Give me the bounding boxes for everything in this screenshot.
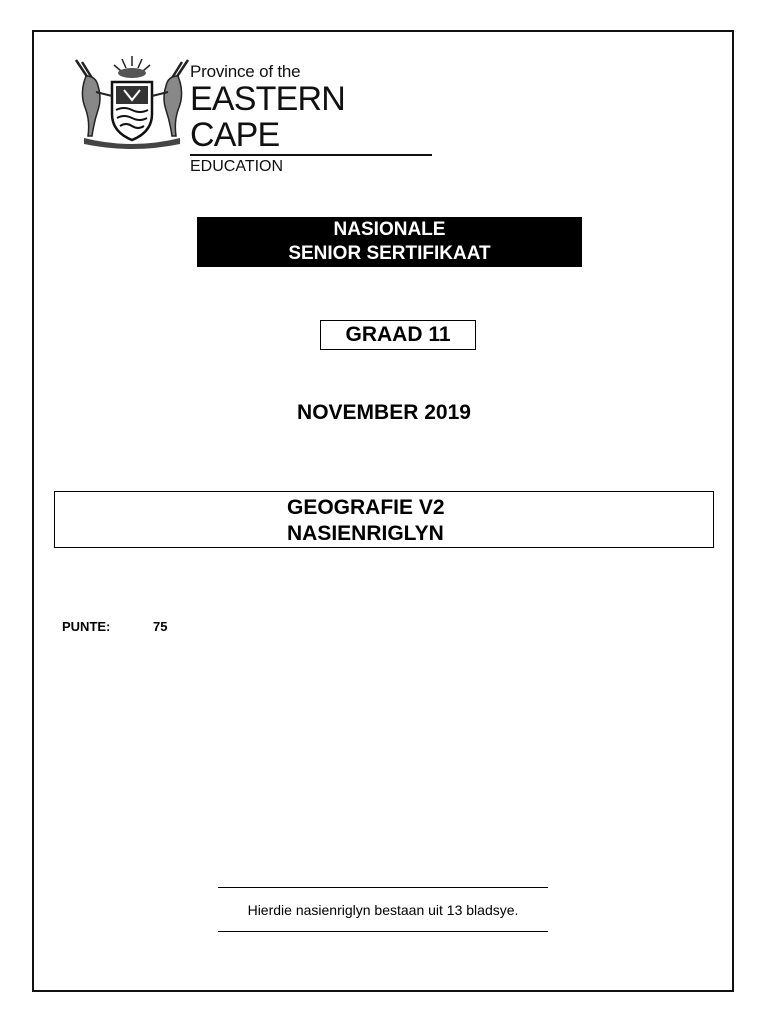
exam-date: NOVEMBER 2019 — [297, 401, 471, 424]
logo-eastern-cape-text: EASTERN CAPE — [190, 80, 345, 154]
subject-title: GEOGRAFIE V2 — [287, 496, 445, 519]
subject-subtitle: NASIENRIGLYN — [287, 522, 444, 545]
marks-value: 75 — [153, 619, 168, 634]
logo-wordmark — [190, 62, 440, 177]
subject-box — [54, 491, 714, 548]
certificate-line-1: NASIONALE — [333, 219, 446, 240]
page-count-note: Hierdie nasienriglyn bestaan uit 13 bladsye. — [247, 902, 519, 918]
footer-divider-bottom — [218, 931, 548, 932]
department-logo — [70, 52, 440, 175]
certificate-banner — [197, 217, 582, 267]
logo-divider — [190, 154, 432, 156]
certificate-line-2: SENIOR SERTIFIKAAT — [288, 243, 491, 264]
coat-of-arms-icon — [70, 52, 194, 152]
marks-label: PUNTE: — [62, 619, 111, 634]
logo-province-text: Province of the — [190, 62, 301, 81]
grade-box: GRAAD 11 — [320, 320, 476, 350]
footer-divider-top — [218, 887, 548, 888]
logo-education-text: EDUCATION — [190, 158, 284, 175]
